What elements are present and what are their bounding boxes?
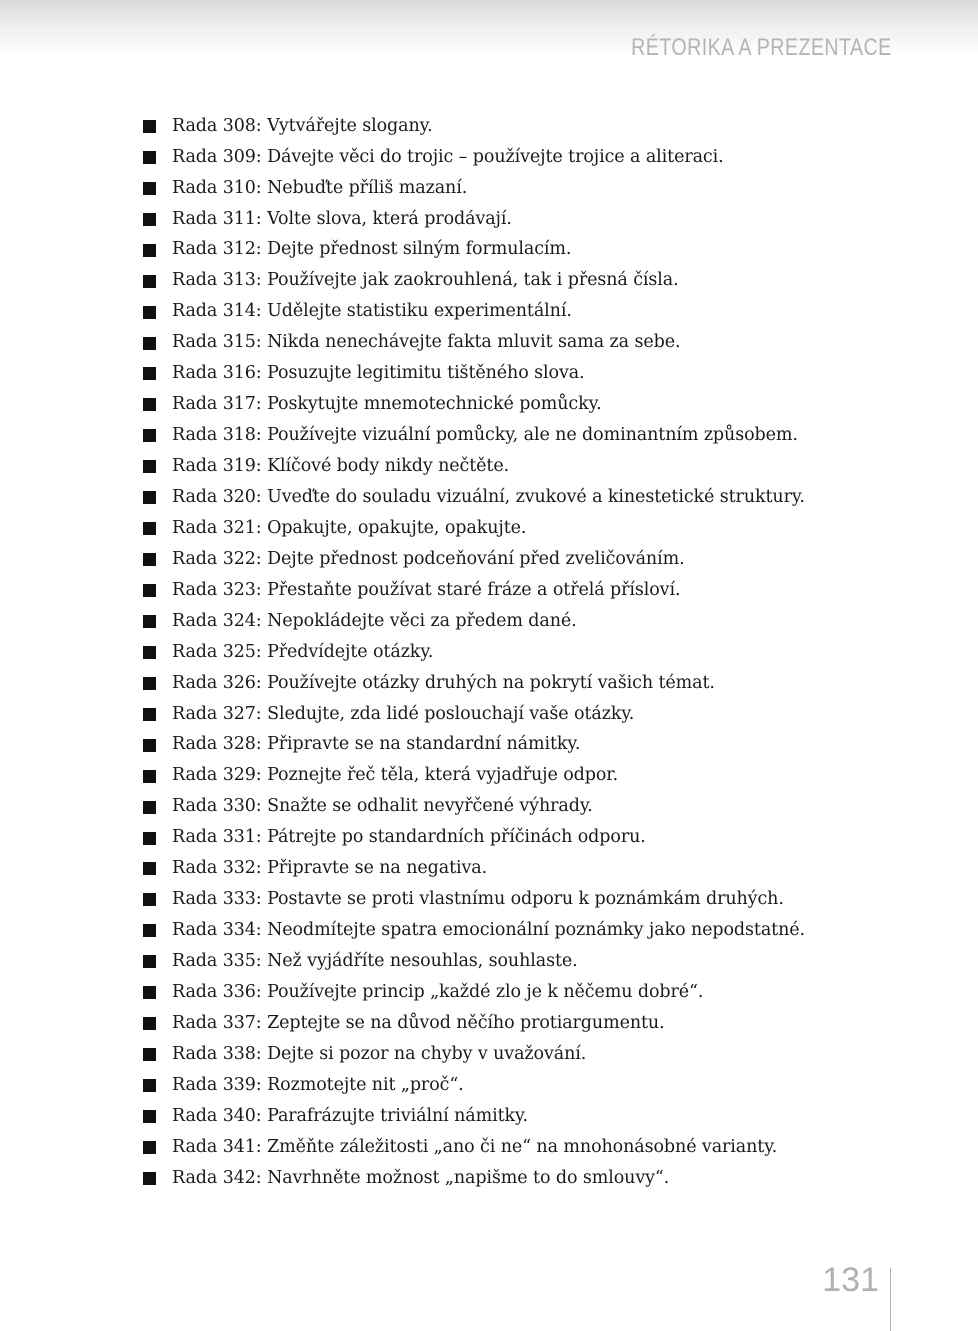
square-bullet-icon [143, 832, 156, 845]
list-item [143, 699, 805, 730]
list-item [143, 111, 805, 142]
tips-list [143, 111, 805, 1194]
list-item [143, 668, 805, 699]
list-item [143, 482, 805, 513]
square-bullet-icon [143, 801, 156, 814]
square-bullet-icon [143, 337, 156, 350]
list-item [143, 359, 805, 390]
tip-text: Rada 329: Poznejte řeč těla, která vyjadřuje odpor. [172, 765, 619, 786]
list-item [143, 637, 805, 668]
square-bullet-icon [143, 522, 156, 535]
list-item [143, 1101, 805, 1132]
tip-text: Rada 318: Používejte vizuální pomůcky, ale ne dominantním způsobem. [172, 425, 798, 446]
tip-text: Rada 339: Rozmotejte nit „proč“. [172, 1074, 464, 1095]
page-number: 131 [822, 1261, 879, 1299]
square-bullet-icon [143, 491, 156, 504]
square-bullet-icon [143, 893, 156, 906]
tip-text: Rada 312: Dejte přednost silným formulacím. [172, 239, 572, 260]
square-bullet-icon [143, 739, 156, 752]
square-bullet-icon [143, 1141, 156, 1154]
square-bullet-icon [143, 584, 156, 597]
tip-text: Rada 310: Nebuďte příliš mazaní. [172, 177, 468, 198]
tip-text: Rada 319: Klíčové body nikdy nečtěte. [172, 456, 510, 477]
list-item [143, 575, 805, 606]
list-item [143, 977, 805, 1008]
square-bullet-icon [143, 708, 156, 721]
square-bullet-icon [143, 398, 156, 411]
square-bullet-icon [143, 1048, 156, 1061]
list-item [143, 328, 805, 359]
tip-text: Rada 325: Předvídejte otázky. [172, 641, 434, 662]
square-bullet-icon [143, 1172, 156, 1185]
tip-text: Rada 328: Připravte se na standardní námitky. [172, 734, 581, 755]
tip-text: Rada 342: Navrhněte možnost „napišme to do smlouvy“. [172, 1167, 670, 1188]
tip-text: Rada 317: Poskytujte mnemotechnické pomůcky. [172, 394, 602, 415]
square-bullet-icon [143, 429, 156, 442]
list-item [143, 1008, 805, 1039]
list-item [143, 1039, 805, 1070]
tip-text: Rada 337: Zeptejte se na důvod něčího protiargumentu. [172, 1012, 665, 1033]
list-item [143, 915, 805, 946]
tip-text: Rada 313: Používejte jak zaokrouhlená, tak i přesná čísla. [172, 270, 679, 291]
list-item [143, 730, 805, 761]
tip-text: Rada 321: Opakujte, opakujte, opakujte. [172, 517, 527, 538]
list-item [143, 297, 805, 328]
square-bullet-icon [143, 955, 156, 968]
square-bullet-icon [143, 460, 156, 473]
list-item [143, 792, 805, 823]
tip-text: Rada 340: Parafrázujte triviální námitky. [172, 1105, 528, 1126]
list-item [143, 1163, 805, 1194]
page-number-rule [890, 1268, 891, 1331]
list-item [143, 173, 805, 204]
square-bullet-icon [143, 677, 156, 690]
list-item [143, 451, 805, 482]
tip-text: Rada 316: Posuzujte legitimitu tištěného slova. [172, 363, 585, 384]
list-item [143, 142, 805, 173]
square-bullet-icon [143, 615, 156, 628]
tip-text: Rada 333: Postavte se proti vlastnímu odporu k poznámkám druhých. [172, 889, 784, 910]
tip-text: Rada 331: Pátrejte po standardních příčinách odporu. [172, 827, 646, 848]
tip-text: Rada 309: Dávejte věci do trojic – používejte trojice a aliteraci. [172, 146, 724, 167]
square-bullet-icon [143, 862, 156, 875]
list-item [143, 266, 805, 297]
tip-text: Rada 308: Vytvářejte slogany. [172, 115, 433, 136]
tip-text: Rada 320: Uveďte do souladu vizuální, zvukové a kinestetické struktury. [172, 486, 805, 507]
tip-text: Rada 334: Neodmítejte spatra emocionální poznámky jako nepodstatné. [172, 920, 806, 941]
square-bullet-icon [143, 1079, 156, 1092]
square-bullet-icon [143, 924, 156, 937]
list-item [143, 204, 805, 235]
list-item [143, 1070, 805, 1101]
square-bullet-icon [143, 986, 156, 999]
square-bullet-icon [143, 120, 156, 133]
tip-text: Rada 324: Nepokládejte věci za předem dané. [172, 610, 577, 631]
list-item [143, 420, 805, 451]
list-item [143, 823, 805, 854]
tip-text: Rada 327: Sledujte, zda lidé poslouchají vaše otázky. [172, 703, 635, 724]
tip-text: Rada 332: Připravte se na negativa. [172, 858, 488, 879]
list-item [143, 854, 805, 885]
square-bullet-icon [143, 306, 156, 319]
list-item [143, 544, 805, 575]
list-item [143, 946, 805, 977]
square-bullet-icon [143, 244, 156, 257]
list-item [143, 884, 805, 915]
square-bullet-icon [143, 770, 156, 783]
list-item [143, 606, 805, 637]
tip-text: Rada 326: Používejte otázky druhých na pokrytí vašich témat. [172, 672, 715, 693]
tip-text: Rada 338: Dejte si pozor na chyby v uvažování. [172, 1043, 587, 1064]
square-bullet-icon [143, 1017, 156, 1030]
square-bullet-icon [143, 1110, 156, 1123]
tip-text: Rada 322: Dejte přednost podceňování před zveličováním. [172, 548, 685, 569]
tip-text: Rada 311: Volte slova, která prodávají. [172, 208, 512, 229]
square-bullet-icon [143, 151, 156, 164]
list-item [143, 235, 805, 266]
square-bullet-icon [143, 646, 156, 659]
list-item [143, 513, 805, 544]
tip-text: Rada 335: Než vyjádříte nesouhlas, souhlaste. [172, 951, 578, 972]
list-item [143, 389, 805, 420]
tip-text: Rada 323: Přestaňte používat staré fráze a otřelá přísloví. [172, 579, 681, 600]
tip-text: Rada 330: Snažte se odhalit nevyřčené výhrady. [172, 796, 593, 817]
list-item [143, 1132, 805, 1163]
running-title: RÉTORIKA A PREZENTACE [631, 34, 892, 61]
tip-text: Rada 314: Udělejte statistiku experimentální. [172, 301, 572, 322]
tip-text: Rada 341: Změňte záležitosti „ano či ne“ na mnohonásobné varianty. [172, 1136, 778, 1157]
list-item [143, 761, 805, 792]
square-bullet-icon [143, 213, 156, 226]
square-bullet-icon [143, 367, 156, 380]
tip-text: Rada 315: Nikda nenechávejte fakta mluvit sama za sebe. [172, 332, 681, 353]
square-bullet-icon [143, 182, 156, 195]
square-bullet-icon [143, 553, 156, 566]
square-bullet-icon [143, 275, 156, 288]
tip-text: Rada 336: Používejte princip „každé zlo je k něčemu dobré“. [172, 981, 704, 1002]
